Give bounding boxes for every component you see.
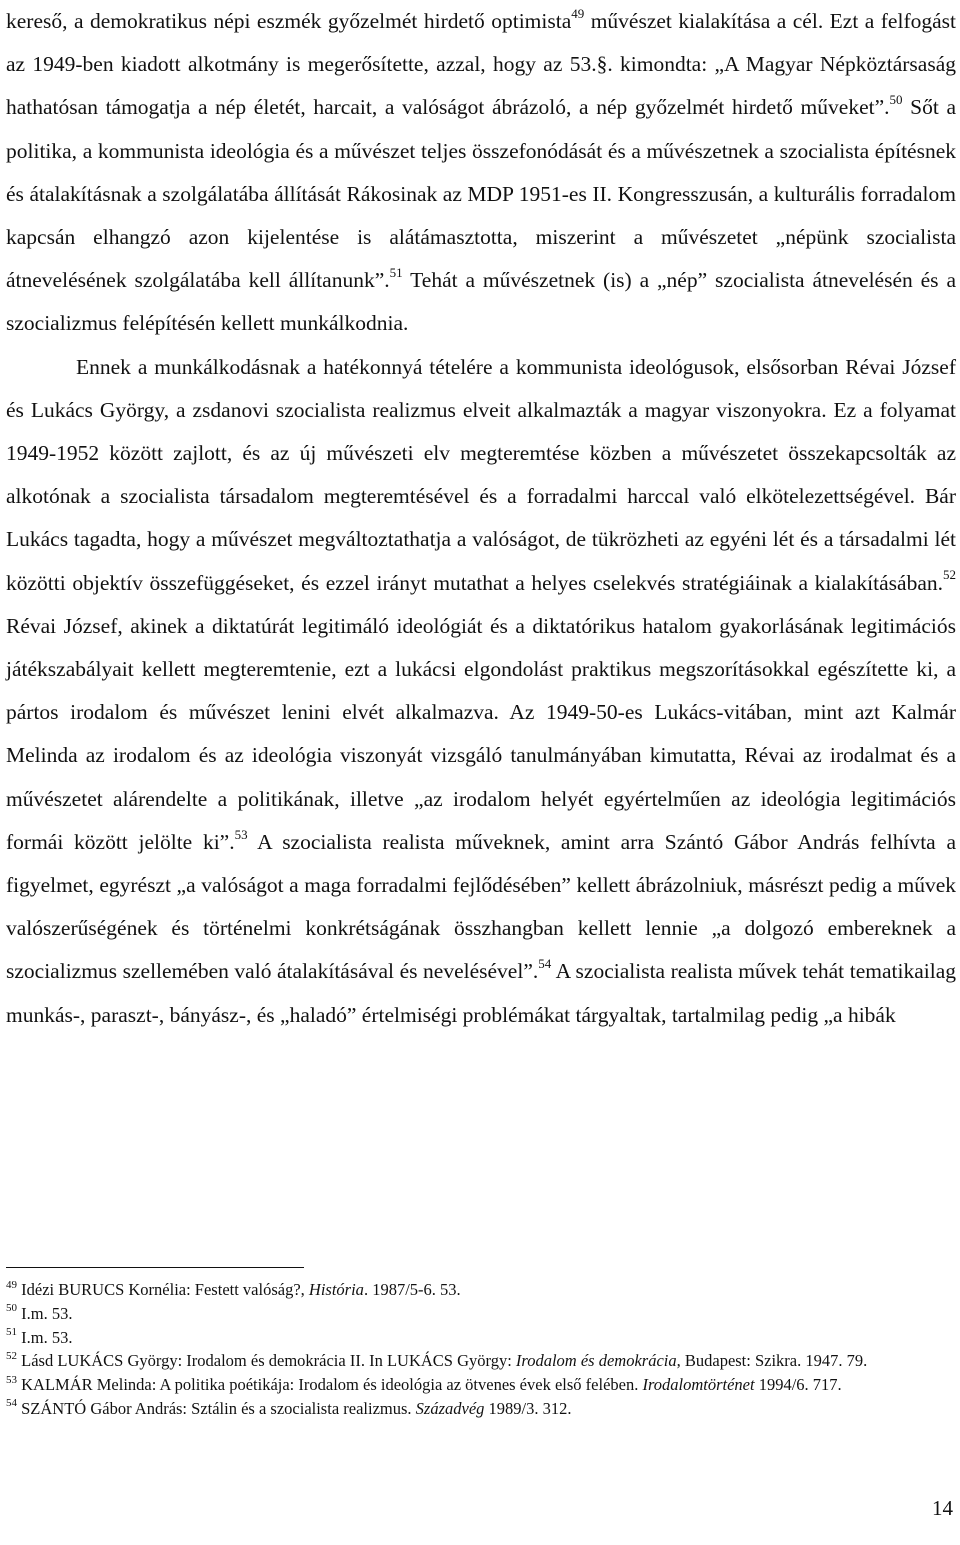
document-page [6,0,956,1037]
page-number: 14 [932,1496,953,1520]
footnote-ref-49[interactable]: 49 [571,5,585,21]
text-run: Ennek a munkálkodásnak a hatékonnyá tételére a kommunista ideológusok, elsősorban Révai József és Lukács György, a zsdanovi szocialista realizmus elveit alkalmazták a magyar viszonyokra. Ez a folyamat 1949-1952 között zajlott, és az új művészeti elv megteremtése közben a művészetet összekapcsolták az alkotónak a szocialista társadalom megteremtésével és a forradalmi harccal való elkötelezettségével. Bár Lukács tagadta, hogy a művészet megváltoztathatja a valóságot, de tükrözheti az egyéni lét és a társadalmi lét közötti objektív összefüggéseket, és ezzel irányt mutathat a helyes cselekvés stratégiáinak a kialakításában. [6,354,956,595]
footnote-number: 51 [6,1326,17,1339]
text-run: Sőt a politika, a kommunista ideológia és a művészet teljes összefonódását és a művészetnek a szocialista építésnek és átalakításnak a szolgálatába állítását Rákosinak az MDP 1951-es II. Kongresszusán, a kulturális forradalom kapcsán elhangzó azon kijelentése is alátámasztotta, miszerint a művészetet „népünk szocialista átnevelésének szolgálatába kell állítanunk”. [6,95,956,293]
footnote-ref-54[interactable]: 54 [538,956,552,972]
footnote-number: 52 [6,1349,17,1362]
footnote-number: 53 [6,1373,17,1386]
footnote-text: SZÁNTÓ Gábor András: Sztálin és a szocialista realizmus. [21,1398,416,1418]
footnote-51 [6,1326,956,1350]
text-run: A szocialista realista műveknek, amint arra Szántó Gábor András felhívta a figyelmet, egyrészt „a valóságot a maga forradalmi fejlődésében” kellett ábrázolniuk, másrészt pedig a művek valószerűségének és történelmi konkrétságának összhangban kellett lennie „a dolgozó embereknek a szocializmus szellemében való átalakításával és nevelésével”. [6,829,956,984]
footnote-ref-51[interactable]: 51 [389,265,403,281]
footnote-title: Irodalom és demokrácia [515,1351,677,1371]
text-run: kereső, a demokratikus népi eszmék győzelmét hirdető optimista [6,9,572,33]
footnote-text: I.m. 53. [21,1303,73,1323]
text-run: művészet kialakítása a cél. Ezt a felfogást az 1949-ben kiadott alkotmány is megerősítette, azzal, hogy az 53.§. kimondta: „A Magyar Népköztársaság hathatósan támogatja a nép életét, harcait, a valóságot ábrázoló, a nép győzelmét hirdető műveket”. [6,9,956,120]
text-run: Révai József, akinek a diktatúrát legitimáló ideológiát és a diktatórikus hatalom gyakorlásának legitimációs játékszabályait kellett megteremtenie, ezt a lukácsi elgondolást praktikus megszorításokkal egészítette ki, a pártos irodalom és művészet lenini elvét alkalmazva. Az 1949-50-es Lukács-vitában, mint azt Kalmár Melinda az irodalom és az ideológia viszonyát vizsgáló tanulmányában kimutatta, Révai az irodalmat és a művészetet alárendelte a politikának, illetve „az irodalom helyét egyértelműen az ideológia legitimációs formái között jelölte ki”. [6,613,956,854]
footnote-title: História [308,1280,364,1299]
footnote-50 [6,1302,956,1326]
footnote-53 [6,1373,956,1397]
footnote-text: , Budapest: Szikra. 1947. 79. [676,1351,868,1371]
footnotes [6,1278,956,1421]
footnote-text: Idézi BURUCS Kornélia: Festett valóság?, [21,1280,309,1299]
footnote-text: KALMÁR Melinda: A politika poétikája: Irodalom és ideológia az ötvenes évek első felében. [21,1375,643,1395]
paragraph-1 [6,0,956,346]
footnote-ref-52[interactable]: 52 [943,567,956,583]
footnote-text: 1989/3. 312. [484,1398,572,1418]
footnote-number: 54 [6,1397,17,1410]
body-text [6,0,956,1037]
footnote-ref-53[interactable]: 53 [234,826,248,842]
footnote-separator [6,1267,304,1268]
footnote-52 [6,1349,956,1373]
footnote-text: . 1987/5-6. 53. [363,1280,461,1299]
text-run: Tehát a művészetnek (is) a „nép” szocialista átnevelésén és a szocializmus felépítésén kellett munkálkodnia. [6,268,956,336]
footnote-text: Lásd LUKÁCS György: Irodalom és demokrácia II. In LUKÁCS György: [21,1351,516,1371]
footnote-text: 1994/6. 717. [754,1375,842,1395]
footnote-title: Századvég [415,1398,485,1418]
footnote-number: 50 [6,1302,17,1315]
footnote-text: I.m. 53. [21,1327,73,1347]
footnote-number: 49 [6,1278,17,1291]
text-run: A szocialista realista művek tehát tematikailag munkás-, paraszt-, bányász-, és „haladó” értelmiségi problémákat tárgyaltak, tartalmilag pedig „a hibák [6,959,956,1027]
footnote-54 [6,1397,956,1421]
footnote-title: Irodalomtörténet [642,1375,755,1395]
footnote-49 [6,1278,956,1302]
paragraph-2 [6,346,956,1037]
footnote-ref-50[interactable]: 50 [889,92,903,108]
